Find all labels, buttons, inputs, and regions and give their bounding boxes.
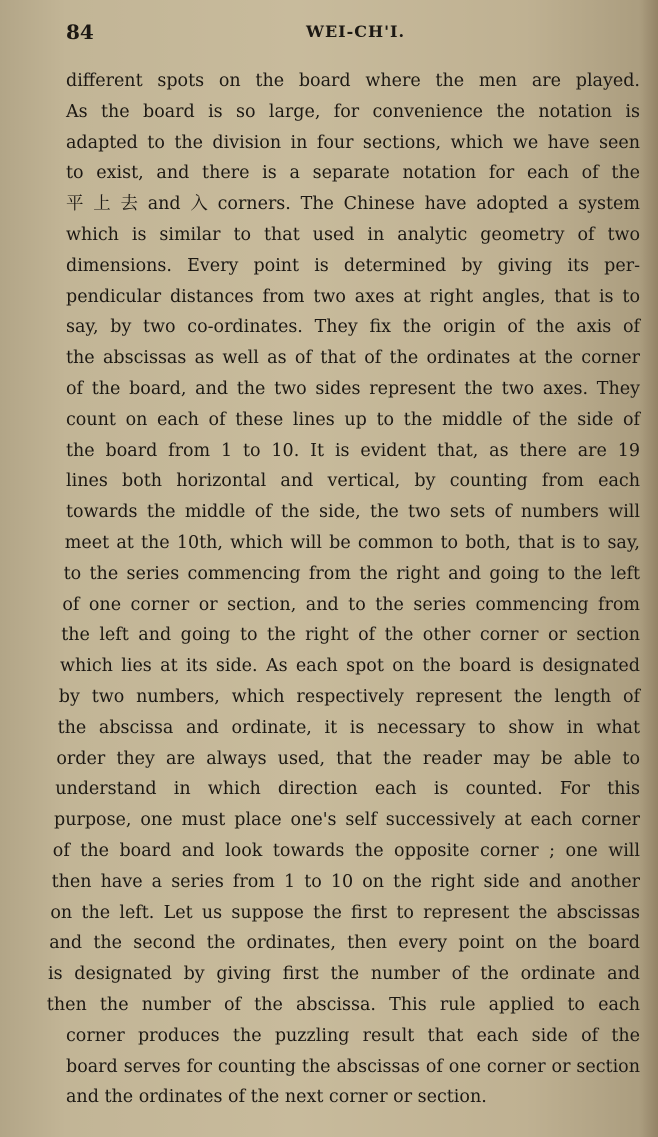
text-line: adapted to the division in four sections, which we have seen (66, 132, 640, 153)
text-line: and the second the ordinates, then every point on the board (49, 933, 640, 954)
text-line: by two numbers, which respectively represent the length of (58, 687, 640, 707)
text-line: 平 上 去 and 入 corners. The Chinese have adopted a system (66, 194, 640, 215)
text-line: the abscissa and ordinate, it is necessary to show in what (57, 717, 640, 738)
text-line: the board from 1 to 10. It is evident that, as there are 19 (66, 440, 641, 461)
text-line: the left and going to the right of the other corner or section (61, 625, 640, 646)
text-line: corner produces the puzzling result that each side of the (66, 1025, 640, 1046)
text-line: which is similar to that used in analytic geometry of two (66, 225, 640, 245)
text-line: towards the middle of the side, the two sets of numbers will (66, 502, 640, 523)
text-line: on the left. Let us suppose the first to represent the abscissas (50, 902, 640, 923)
text-line: count on each of these lines up to the middle of the side of (66, 409, 641, 430)
text-line: to exist, and there is a separate notation for each of the (66, 163, 640, 184)
text-line: meet at the 10th, which will be common to both, that is to say, (64, 533, 640, 553)
text-line: and the ordinates of the next corner or section. (66, 1087, 487, 1108)
text-line: which lies at its side. As each spot on the board is designated (60, 656, 640, 677)
text-line: then have a series from 1 to 10 on the right side and another (51, 871, 640, 892)
text-line: board serves for counting the abscissas of one corner or section (66, 1056, 640, 1077)
text-line: understand in which direction each is counted. For this (55, 779, 640, 800)
text-line: say, by two co-ordinates. They fix the origin of the axis of (66, 317, 640, 338)
text-line: of the board, and the two sides represent the two axes. They (66, 379, 640, 399)
text-line: As the board is so large, for convenience the notation is (66, 101, 640, 122)
text-line: pendicular distances from two axes at right angles, that is to (66, 286, 640, 307)
running-title: WEI-CH'I. (306, 22, 406, 41)
text-line: lines both horizontal and vertical, by counting from each (66, 471, 640, 492)
text-line: order they are always used, that the reader may be able to (56, 748, 640, 769)
text-line: different spots on the board where the men are played. (66, 71, 640, 91)
text-line: to the series commencing from the right and going to the left (63, 563, 640, 584)
text-line: is designated by giving first the number of the ordinate and (48, 964, 640, 985)
text-line: purpose, one must place one's self successively at each corner (54, 810, 640, 831)
page-header (0, 20, 658, 50)
text-line: dimensions. Every point is determined by giving its per- (66, 255, 641, 276)
text-line: of one corner or section, and to the series commencing from (62, 594, 640, 615)
text-line: the abscissas as well as of that of the ordinates at the corner (66, 348, 640, 369)
text-line: then the number of the abscissa. This rule applied to each (46, 995, 640, 1015)
text-line: of the board and look towards the opposite corner ; one will (52, 841, 640, 861)
page-number: 84 (66, 20, 94, 44)
